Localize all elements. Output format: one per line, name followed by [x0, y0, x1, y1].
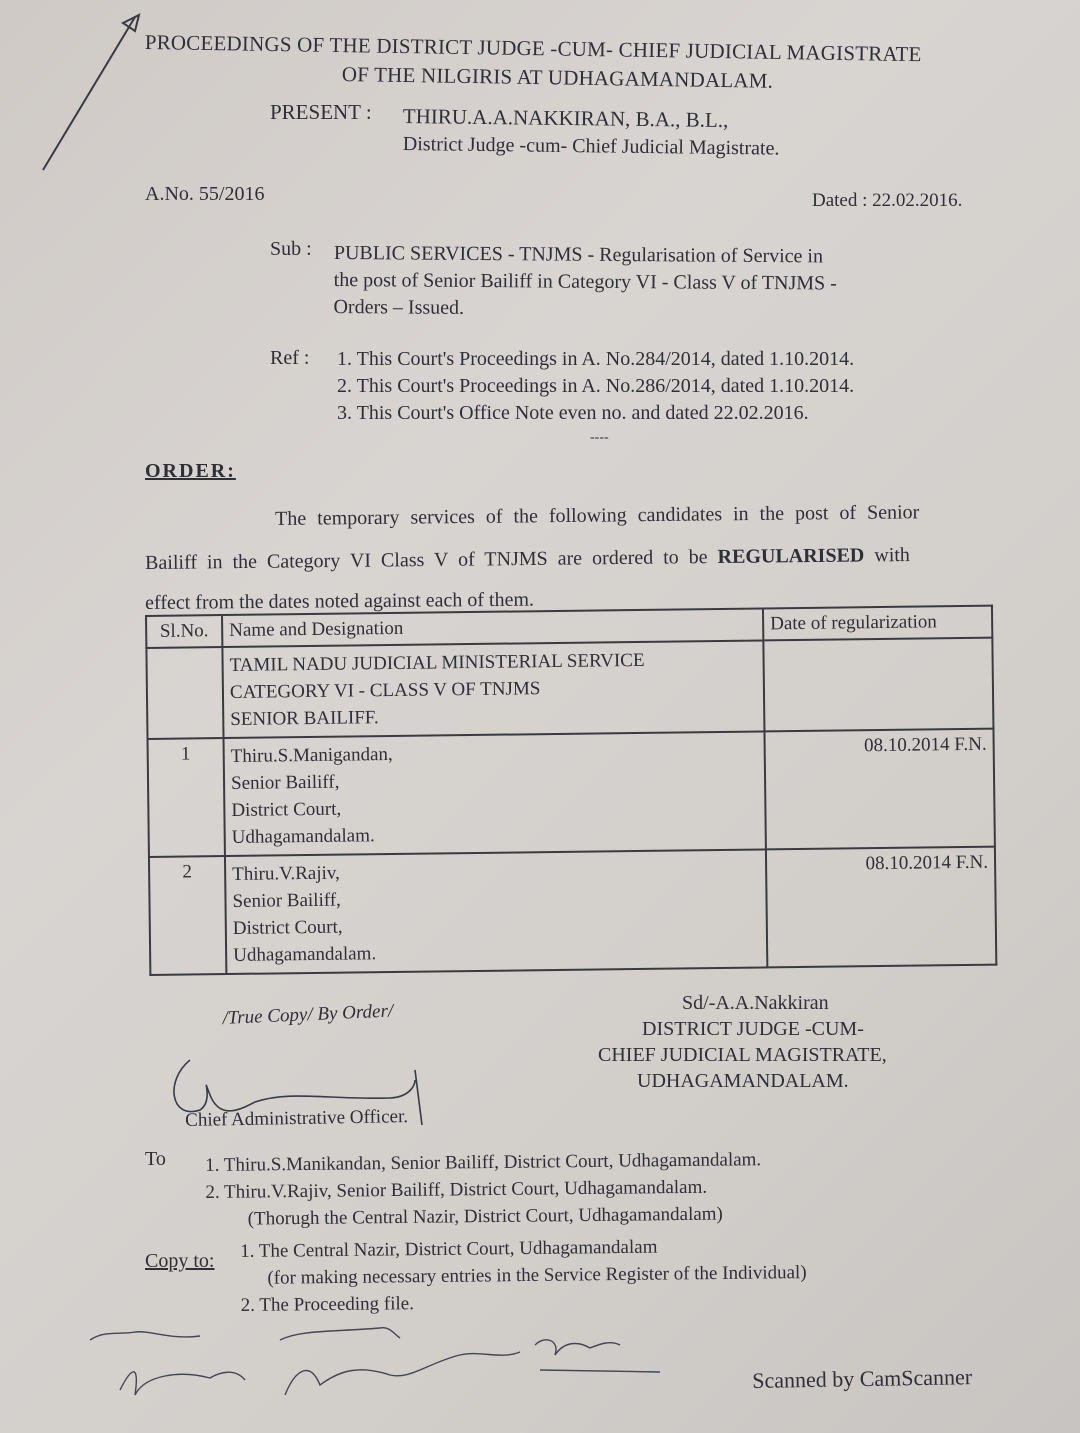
order-paragraph-line2 — [145, 544, 910, 575]
table-cell-empty — [763, 638, 993, 732]
subject-line: Orders – Issued. — [333, 295, 465, 319]
section-line: CATEGORY VI - CLASS V OF TNJMS — [229, 678, 541, 703]
row-name-designation — [224, 731, 766, 856]
row-line: Senior Bailiff, — [232, 889, 341, 912]
table-section-row — [146, 638, 993, 739]
row-slno: 2 — [149, 856, 226, 975]
chief-administrative-officer: Chief Administrative Officer. — [185, 1106, 409, 1131]
to-item: 1. Thiru.S.Manikandan, Senior Bailiff, District Court, Udhagamandalam. — [205, 1149, 762, 1176]
subject-line: the post of Senior Bailiff in Category VI - Class V of TNJMS - — [333, 268, 837, 295]
order-heading: ORDER: — [145, 460, 236, 482]
column-header-date: Date of regularization — [763, 606, 992, 641]
copy-to-item: 1. The Central Nazir, District Court, Udhagamandalam — [240, 1236, 658, 1262]
present-designation: District Judge -cum- Chief Judicial Magistrate. — [402, 133, 780, 160]
order-paragraph-line3: effect from the dates noted against each of them. — [145, 588, 535, 614]
row-date: 08.10.2014 F.N. — [766, 847, 996, 968]
copy-to-item-note: (for making necessary entries in the Service Register of the Individual) — [267, 1262, 807, 1289]
copy-to-label: Copy to: — [145, 1250, 215, 1272]
signatory-designation-2: CHIEF JUDICIAL MAGISTRATE, — [598, 1044, 887, 1066]
order-emphasis: REGULARISED — [717, 544, 865, 569]
pen-stroke-mark — [35, 5, 145, 175]
handwritten-acknowledgement — [60, 1300, 680, 1410]
row-slno: 1 — [148, 738, 225, 857]
scanner-watermark: Scanned by CamScanner — [752, 1364, 973, 1393]
row-date: 08.10.2014 F.N. — [764, 729, 994, 850]
reference-separator: ---- — [590, 430, 609, 445]
order-paragraph-line1: The temporary services of the following candidates in the post of Senior — [275, 501, 920, 530]
order-text: with — [864, 543, 910, 567]
copy-to-item: 2. The Proceeding file. — [240, 1293, 415, 1316]
row-line: Udhagamandalam. — [233, 943, 377, 966]
section-line: SENIOR BAILIFF. — [230, 707, 379, 730]
signatory-designation-1: DISTRICT JUDGE -CUM- — [642, 1018, 864, 1040]
row-line: Thiru.S.Manigandan, — [230, 743, 393, 767]
row-line: Thiru.V.Rajiv, — [232, 862, 340, 885]
to-item-note: (Thorugh the Central Nazir, District Court, Udhagamandalam) — [247, 1203, 723, 1230]
present-label: PRESENT : — [270, 100, 372, 124]
reference-item: 1. This Court's Proceedings in A. No.284/2014, dated 1.10.2014. — [337, 348, 855, 370]
regularization-table — [145, 605, 997, 976]
table-section-title — [222, 640, 764, 738]
to-label: To — [145, 1148, 166, 1170]
row-name-designation — [225, 849, 767, 974]
order-number: A.No. 55/2016 — [145, 183, 265, 205]
to-list — [205, 1146, 762, 1233]
column-header-name: Name and Designation — [222, 608, 763, 647]
reference-item: 3. This Court's Office Note even no. and dated 22.02.2016. — [337, 402, 809, 424]
table-row — [149, 847, 996, 975]
reference-label: Ref : — [270, 347, 310, 369]
signed-by: Sd/-A.A.Nakkiran — [682, 992, 829, 1014]
subject-line: PUBLIC SERVICES - TNJMS - Regularisation of Service in — [333, 241, 824, 268]
subject-block — [333, 240, 837, 325]
true-copy-note: /True Copy/ By Order/ — [222, 1000, 394, 1029]
column-header-slno: Sl.No. — [146, 615, 222, 648]
reference-item: 2. This Court's Proceedings in A. No.286/2014, dated 1.10.2014. — [337, 375, 855, 397]
subject-label: Sub : — [270, 238, 312, 260]
document-title-line2: OF THE NILGIRIS AT UDHAGAMANDALAM. — [341, 62, 774, 93]
document-title-line1: PROCEEDINGS OF THE DISTRICT JUDGE -CUM- CHIEF JUDICIAL MAGISTRATE — [144, 30, 922, 67]
signatory-designation-3: UDHAGAMANDALAM. — [637, 1070, 849, 1092]
table-row — [148, 729, 995, 857]
section-line: TAMIL NADU JUDICIAL MINISTERIAL SERVICE — [229, 649, 645, 676]
row-line: Udhagamandalam. — [231, 825, 375, 848]
table-cell-empty — [146, 647, 223, 739]
order-date: Dated : 22.02.2016. — [812, 190, 963, 211]
reference-list — [337, 346, 854, 427]
row-line: District Court, — [231, 798, 342, 821]
present-name: THIRU.A.A.NAKKIRAN, B.A., B.L., — [402, 104, 729, 132]
row-line: District Court, — [232, 916, 343, 939]
to-item: 2. Thiru.V.Rajiv, Senior Bailiff, District Court, Udhagamandalam. — [205, 1176, 708, 1203]
row-line: Senior Bailiff, — [230, 771, 340, 794]
order-text: Bailiff in the Category VI Class V of TNJMS are ordered to be — [145, 546, 718, 574]
